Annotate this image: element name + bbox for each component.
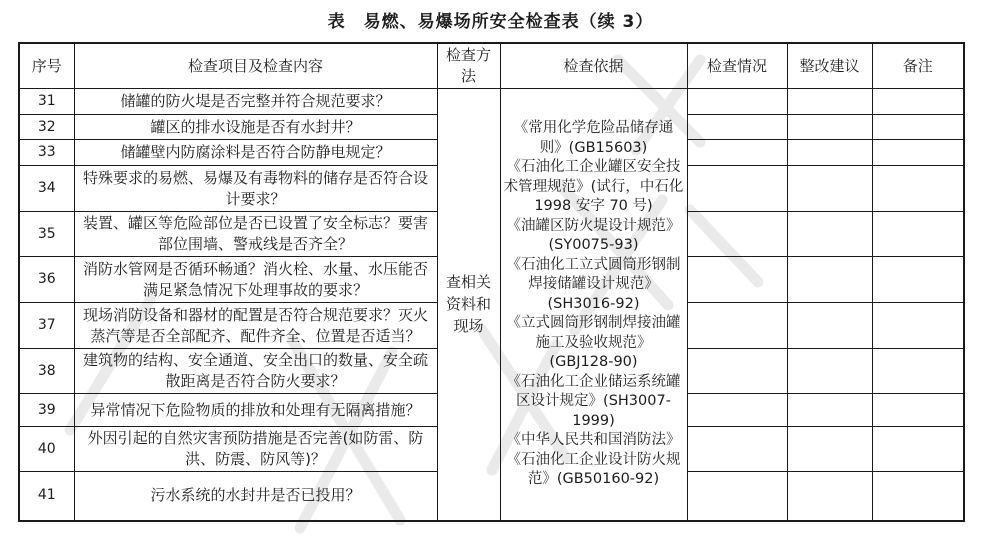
remark-cell: [872, 349, 964, 394]
row-number: 39: [19, 394, 74, 427]
status-cell: [687, 140, 787, 166]
col-header-method: 检查方法: [437, 43, 500, 89]
col-header-remark: 备注: [872, 43, 964, 89]
row-number: 40: [19, 427, 74, 472]
status-cell: [687, 427, 787, 472]
col-header-basis: 检查依据: [500, 43, 687, 89]
advice-cell: [787, 303, 872, 349]
table-row: [19, 89, 964, 115]
item-text: 污水系统的水封井是否已投用？: [74, 472, 437, 521]
row-number: 36: [19, 257, 74, 303]
basis-ref: 《石油化工企业罐区安全技术管理规范》(试行，中石化 1998 安字 70 号): [503, 159, 684, 214]
basis-cell: [500, 89, 687, 521]
advice-cell: [787, 212, 872, 257]
status-cell: [687, 257, 787, 303]
item-text: 异常情况下危险物质的排放和处理有无隔离措施？: [74, 394, 437, 427]
status-cell: [687, 166, 787, 212]
status-cell: [687, 394, 787, 427]
remark-cell: [872, 427, 964, 472]
item-text: 外因引起的自然灾害预防措施是否完善(如防雷、防洪、防震、防风等)？: [74, 427, 437, 472]
row-number: 37: [19, 303, 74, 349]
advice-cell: [787, 166, 872, 212]
inspection-table: [18, 42, 965, 522]
advice-cell: [787, 89, 872, 115]
item-text: 现场消防设备和器材的配置是否符合规范要求？灭火蒸汽等是否全部配齐、配件齐全、位置是否适当？: [74, 303, 437, 349]
row-number: 33: [19, 140, 74, 166]
item-text: 消防水管网是否循环畅通？消火栓、水量、水压能否满足紧急情况下处理事故的要求？: [74, 257, 437, 303]
item-text: 罐区的排水设施是否有水封井？: [74, 115, 437, 140]
status-cell: [687, 115, 787, 140]
remark-cell: [872, 89, 964, 115]
basis-ref: 《立式圆筒形钢制焊接油罐施工及验收规范》(GBJ128-90): [506, 315, 681, 370]
basis-ref: 《石油化工企业储运系统罐区设计规定》(SH3007-1999): [506, 373, 681, 429]
row-number: 31: [19, 89, 74, 115]
basis-ref: 《中华人民共和国消防法》: [506, 432, 681, 448]
status-cell: [687, 89, 787, 115]
col-header-serial: 序号: [19, 43, 74, 89]
row-number: 38: [19, 349, 74, 394]
advice-cell: [787, 349, 872, 394]
remark-cell: [872, 140, 964, 166]
method-cell: 查相关资料和现场: [437, 89, 500, 521]
header-row: [19, 43, 964, 89]
advice-cell: [787, 427, 872, 472]
basis-ref: 《油罐区防火堤设计规范》(SY0075-93): [506, 217, 681, 253]
advice-cell: [787, 115, 872, 140]
remark-cell: [872, 115, 964, 140]
advice-cell: [787, 257, 872, 303]
row-number: 35: [19, 212, 74, 257]
item-text: 建筑物的结构、安全通道、安全出口的数量、安全疏散距离是否符合防火要求？: [74, 349, 437, 394]
col-header-item: 检查项目及检查内容: [74, 43, 437, 89]
remark-cell: [872, 394, 964, 427]
item-text: 装置、罐区等危险部位是否已设置了安全标志？要害部位围墙、警戒线是否齐全？: [74, 212, 437, 257]
col-header-status: 检查情况: [687, 43, 787, 89]
basis-ref: 《石油化工企业设计防火规范》(GB50160-92): [506, 451, 681, 487]
item-text: 特殊要求的易燃、易爆及有毒物料的储存是否符合设计要求？: [74, 166, 437, 212]
row-number: 34: [19, 166, 74, 212]
row-number: 41: [19, 472, 74, 521]
remark-cell: [872, 257, 964, 303]
advice-cell: [787, 140, 872, 166]
remark-cell: [872, 303, 964, 349]
status-cell: [687, 303, 787, 349]
page-title: 表 易燃、易爆场所安全检查表（续 3）: [327, 12, 654, 32]
status-cell: [687, 349, 787, 394]
row-number: 32: [19, 115, 74, 140]
remark-cell: [872, 166, 964, 212]
status-cell: [687, 212, 787, 257]
basis-ref: 《常用化学危险品储存通则》(GB15603): [513, 120, 674, 156]
item-text: 储罐的防火堤是否完整并符合规范要求？: [74, 89, 437, 115]
basis-ref: 《石油化工立式圆筒形钢制焊接储罐设计规范》(SH3016-92): [506, 256, 681, 312]
item-text: 储罐壁内防腐涂料是否符合防静电规定？: [74, 140, 437, 166]
remark-cell: [872, 472, 964, 521]
col-header-advice: 整改建议: [787, 43, 872, 89]
advice-cell: [787, 472, 872, 521]
remark-cell: [872, 212, 964, 257]
status-cell: [687, 472, 787, 521]
advice-cell: [787, 394, 872, 427]
